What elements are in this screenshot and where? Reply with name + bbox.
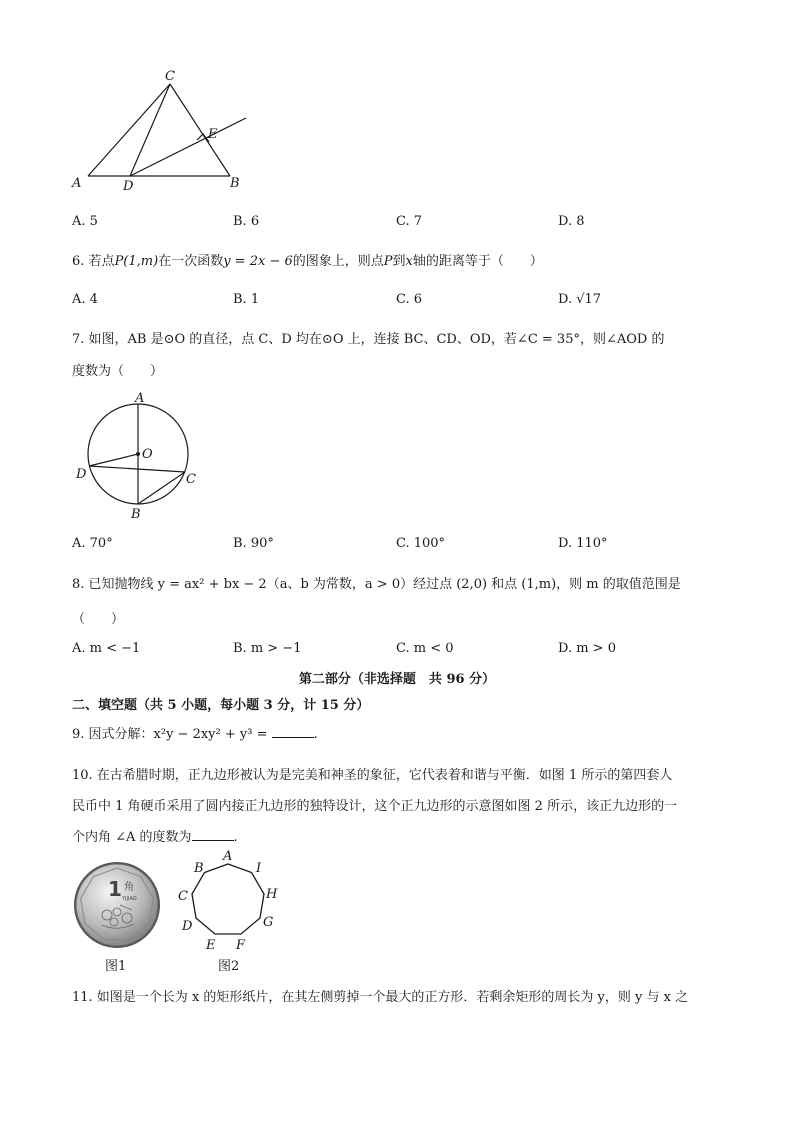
q10-stem-line1: 10. 在古希腊时期，正九边形被认为是完美和神圣的象征，它代表着和谐与平衡．如图 1 所示的第四套人	[72, 768, 673, 783]
label-b: B	[131, 507, 141, 522]
q9-stem: 9. 因式分解：x²y − 2xy² + y³ = .	[72, 727, 318, 742]
part2-title: 第二部分（非选择题 共 96 分）	[298, 672, 496, 687]
caption-fig1: 图1	[105, 959, 127, 974]
q6-option-d: D. √17	[558, 292, 602, 307]
q5-option-b: B. 6	[233, 214, 260, 229]
q8-option-a: A. m < −1	[72, 641, 141, 656]
q7-option-c: C. 100°	[396, 536, 446, 551]
q10-stem-line3: 个内角 ∠A 的度数为 .	[72, 830, 238, 845]
label-d: D	[76, 467, 87, 482]
label-i: I	[256, 861, 262, 876]
q8-option-c: C. m < 0	[396, 641, 454, 656]
label-c: C	[178, 889, 188, 904]
q8-stem-line1: 8. 已知抛物线 y = ax² + bx − 2（a、b 为常数，a > 0）经过点 (2,0) 和点 (1,m)，则 m 的取值范围是	[72, 577, 681, 592]
q5-triangle-figure	[60, 62, 260, 197]
label-f: F	[236, 938, 246, 953]
q5-option-c: C. 7	[396, 214, 423, 229]
q8-option-d: D. m > 0	[558, 641, 616, 656]
q7-option-d: D. 110°	[558, 536, 608, 551]
q7-stem-line2: 度数为（ ）	[72, 364, 164, 379]
q6-option-a: A. 4	[72, 292, 98, 307]
label-b: B	[194, 861, 204, 876]
label-g: G	[263, 915, 274, 930]
label-b: B	[230, 176, 240, 191]
label-a: A	[135, 391, 145, 406]
label-c: C	[165, 69, 175, 84]
q5-option-a: A. 5	[72, 214, 98, 229]
label-e: E	[208, 127, 218, 142]
nonagon-figure	[174, 850, 284, 954]
coin-numeral: 1	[108, 877, 122, 901]
label-e: E	[206, 938, 216, 953]
q5-option-d: D. 8	[558, 214, 585, 229]
label-d: D	[182, 919, 193, 934]
label-a: A	[223, 850, 233, 864]
q8-stem-line2: （ ）	[72, 612, 125, 627]
q6-option-b: B. 1	[233, 292, 260, 307]
q7-option-b: B. 90°	[233, 536, 274, 551]
coin-image	[72, 860, 162, 950]
q7-stem-line1: 7. 如图，AB 是⊙O 的直径，点 C、D 均在⊙O 上，连接 BC、CD、OD，若∠C = 35°，则∠AOD 的	[72, 332, 665, 347]
section-fill-in-heading: 二、填空题（共 5 小题，每小题 3 分，计 15 分）	[72, 698, 370, 713]
q7-circle-figure	[70, 388, 210, 522]
q10-answer-blank[interactable]	[192, 828, 234, 841]
label-o: O	[142, 447, 153, 462]
q11-stem: 11. 如图是一个长为 x 的矩形纸片，在其左侧剪掉一个最大的正方形．若剩余矩形的周长为 y，则 y 与 x 之	[72, 990, 689, 1005]
q6-stem: 6. 若点P(1,m)在一次函数y = 2x − 6的图象上，则点P到x轴的距离等于（ ）	[72, 254, 543, 269]
coin-pinyin: YIJIAO	[122, 896, 137, 902]
caption-fig2: 图2	[218, 959, 240, 974]
q8-option-b: B. m > −1	[233, 641, 302, 656]
label-d: D	[123, 179, 134, 194]
q6-option-c: C. 6	[396, 292, 423, 307]
label-h: H	[266, 887, 278, 902]
q10-stem-line2: 民币中 1 角硬币采用了圆内接正九边形的独特设计，这个正九边形的示意图如图 2 所示，该正九边形的一	[72, 799, 678, 814]
coin-char: 角	[124, 882, 134, 893]
label-a: A	[72, 176, 82, 191]
label-c: C	[186, 472, 196, 487]
q7-option-a: A. 70°	[72, 536, 113, 551]
q9-answer-blank[interactable]	[272, 725, 314, 738]
